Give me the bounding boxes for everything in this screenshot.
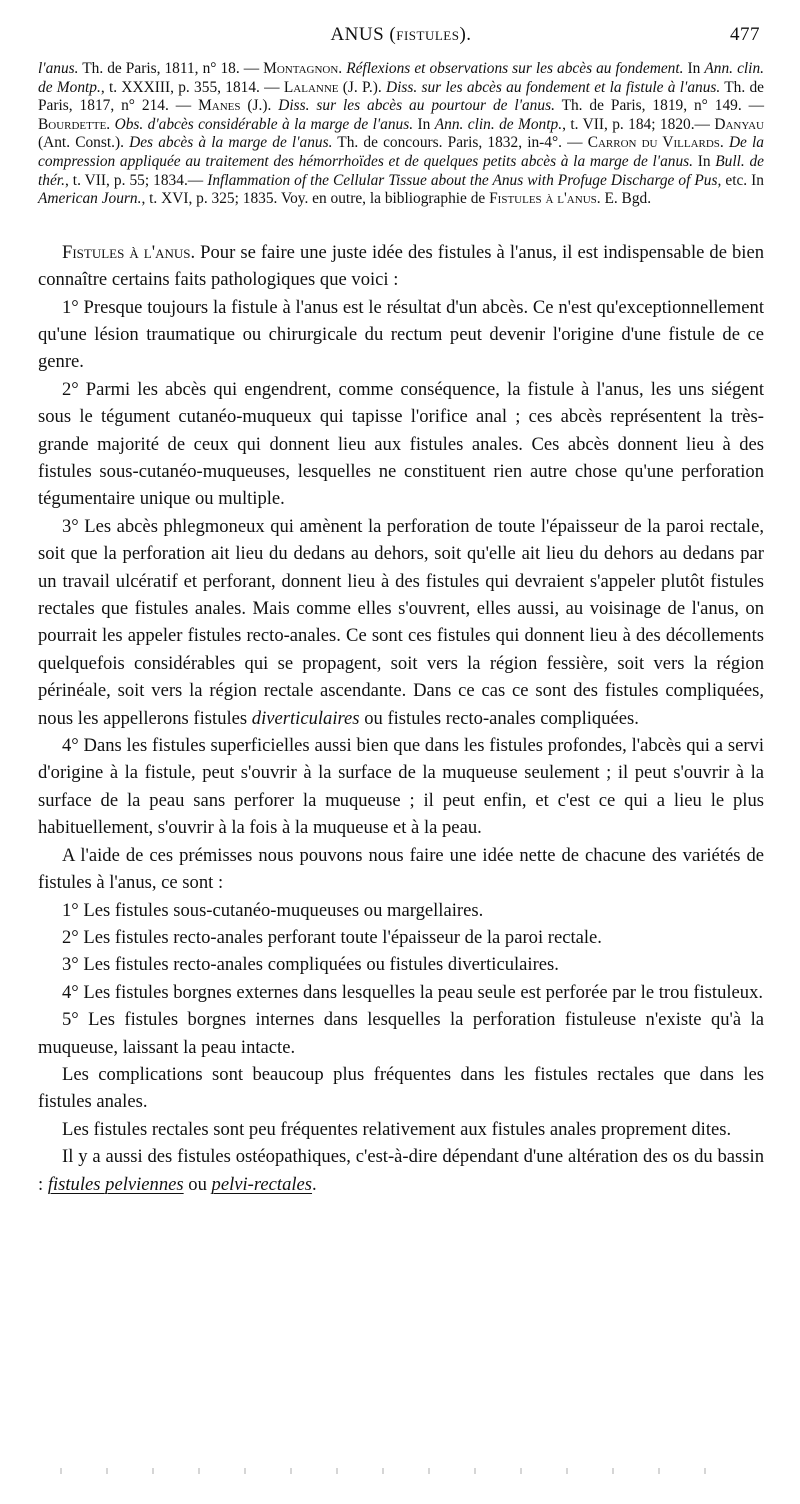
paragraph: Il y a aussi des fistules ostéopathiques, c'est-à-dire dépendant d'une altération des os du bassin : fistules pelviennes ou pelvi-rectales. <box>38 1146 764 1195</box>
list-item: 2° Les fistules recto-anales perforant toute l'épaisseur de la paroi rectale. <box>62 926 602 948</box>
paragraph: 2° Parmi les abcès qui engendrent, comme conséquence, la fistule à l'anus, les uns siégent sous le tégument cutanéo-muqueux qui tapisse l'orifice anal ; ces abcès représentent la très-grande majorité de ceux qui donnent lieu aux fistules anales. Ces abcès donnent lieu à des fistules sous-cutanéo-muqueuses, lesquelles ne constituent rien autre chose qu'une perforation tégumentaire unique ou multiple. <box>38 378 764 510</box>
paragraph: Les fistules rectales sont peu fréquentes relativement aux fistules anales proprement dites. <box>62 1118 732 1140</box>
bibliography-block: l'anus. Th. de Paris, 1811, n° 18. — Montagnon. Réflexions et observations sur les abcès au fondement. In Ann. clin. de Montp., t. XXXIII, p. 355, 1814. — Lalanne (J. P.). Diss. sur les abcès au fondement et la fistule à l'anus. Th. de Paris, 1817, n° 214. — Manes (J.). Diss. sur les abcès au pourtour de l'anus. Th. de Paris, 1819, n° 149. — Bourdette. Obs. d'abcès considérable à la marge de l'anus. In Ann. clin. de Montp., t. VII, p. 184; 1820.— Danyau (Ant. Const.). Des abcès à la marge de l'anus. Th. de concours. Paris, 1832, in-4°. — Carron du Villards. De la compression appliquée au traitement des hémorrhoïdes et de quelques petits abcès à la marge de l'anus. In Bull. de thér., t. VII, p. 55; 1834.— Inflammation of the Cellular Tissue about the Anus with Profuge Discharge of Pus, etc. In American Journ., t. XVI, p. 325; 1835. Voy. en outre, la bibliographie de Fistules à l'anus. E. Bgd. <box>38 60 765 208</box>
list-item: 3° Les fistules recto-anales compliquées ou fistules diverticulaires. <box>62 954 559 976</box>
page-number: 477 <box>730 24 760 45</box>
cross-reference: Fistules à l'anus. <box>489 190 601 208</box>
paragraph: 1° Presque toujours la fistule à l'anus est le résultat d'un abcès. Ce n'est qu'exceptionnellement qu'une lésion traumatique ou chirurgicale du rectum peut devenir l'origine d'une fistule de ce genre. <box>38 296 764 373</box>
main-text <box>38 239 764 1198</box>
list-item: 4° Les fistules borgnes externes dans lesquelles la peau seule est perforée par le trou fistuleux. <box>62 981 764 1003</box>
author-name: Carron du Villards. <box>587 134 724 152</box>
author-name: Danyau <box>714 115 764 133</box>
author-signature: E. Bgd. <box>600 190 652 208</box>
list-item: 5° Les fistules borgnes internes dans lesquelles la perforation fistuleuse n'existe qu'à la muqueuse, laissant la peau intacte. <box>38 1009 764 1058</box>
list-item: 1° Les fistules sous-cutanéo-muqueuses ou margellaires. <box>62 899 484 921</box>
author-name: Lalanne <box>283 78 339 96</box>
paragraph: 4° Dans les fistules superficielles aussi bien que dans les fistules profondes, l'abcès qui a servi d'origine à la fistule, peut s'ouvrir à la surface de la muqueuse seulement ; il peut s'ouvrir à la surface de la peau sans perforer la muqueuse ; il peut enfin, et c'est ce qui a lieu le plus habituellement, s'ouvrir à la fois à la muqueuse et à la peau. <box>38 735 764 839</box>
author-name: Bourdette. <box>38 115 111 133</box>
section-heading: Fistules à l'anus. <box>62 241 196 263</box>
running-header <box>38 24 764 52</box>
bleed-through-marks <box>60 1468 740 1474</box>
paragraph: Les complications sont beaucoup plus fréquentes dans les fistules rectales que dans les fistules anales. <box>38 1063 764 1113</box>
author-name: Manes <box>198 97 241 115</box>
header-title: ANUS (fistules). <box>330 24 472 45</box>
paragraph: Fistules à l'anus. Pour se faire une juste idée des fistules à l'anus, il est indispensable de bien connaître certains faits pathologiques que voici : <box>38 241 764 291</box>
author-name: Montagnon. <box>263 60 343 77</box>
paragraph: A l'aide de ces prémisses nous pouvons nous faire une idée nette de chacune des variétés de fistules à l'anus, ce sont : <box>38 844 764 894</box>
paragraph: 3° Les abcès phlegmoneux qui amènent la perforation de toute l'épaisseur de la paroi rectale, soit que la perforation ait lieu du dedans au dehors, soit qu'elle ait lieu du dehors au dedans par un travail ulcératif et perforant, donnent lieu à des fistules qui devraient s'appeler plutôt fistules rectales que fistules anales. Mais comme elles s'ouvrent, elles aussi, au voisinage de l'anus, on pourrait les appeler fistules recto-anales. Ce sont ces fistules qui donnent lieu à des décollements quelquefois considérables qui se propagent, soit vers la région fessière, soit vers la région périnéale, soit vers la région rectale ascendante. Dans ce cas ce sont des fistules compliquées, nous les appellerons fistules diverticulaires ou fistules recto-anales compliquées. <box>38 515 764 729</box>
